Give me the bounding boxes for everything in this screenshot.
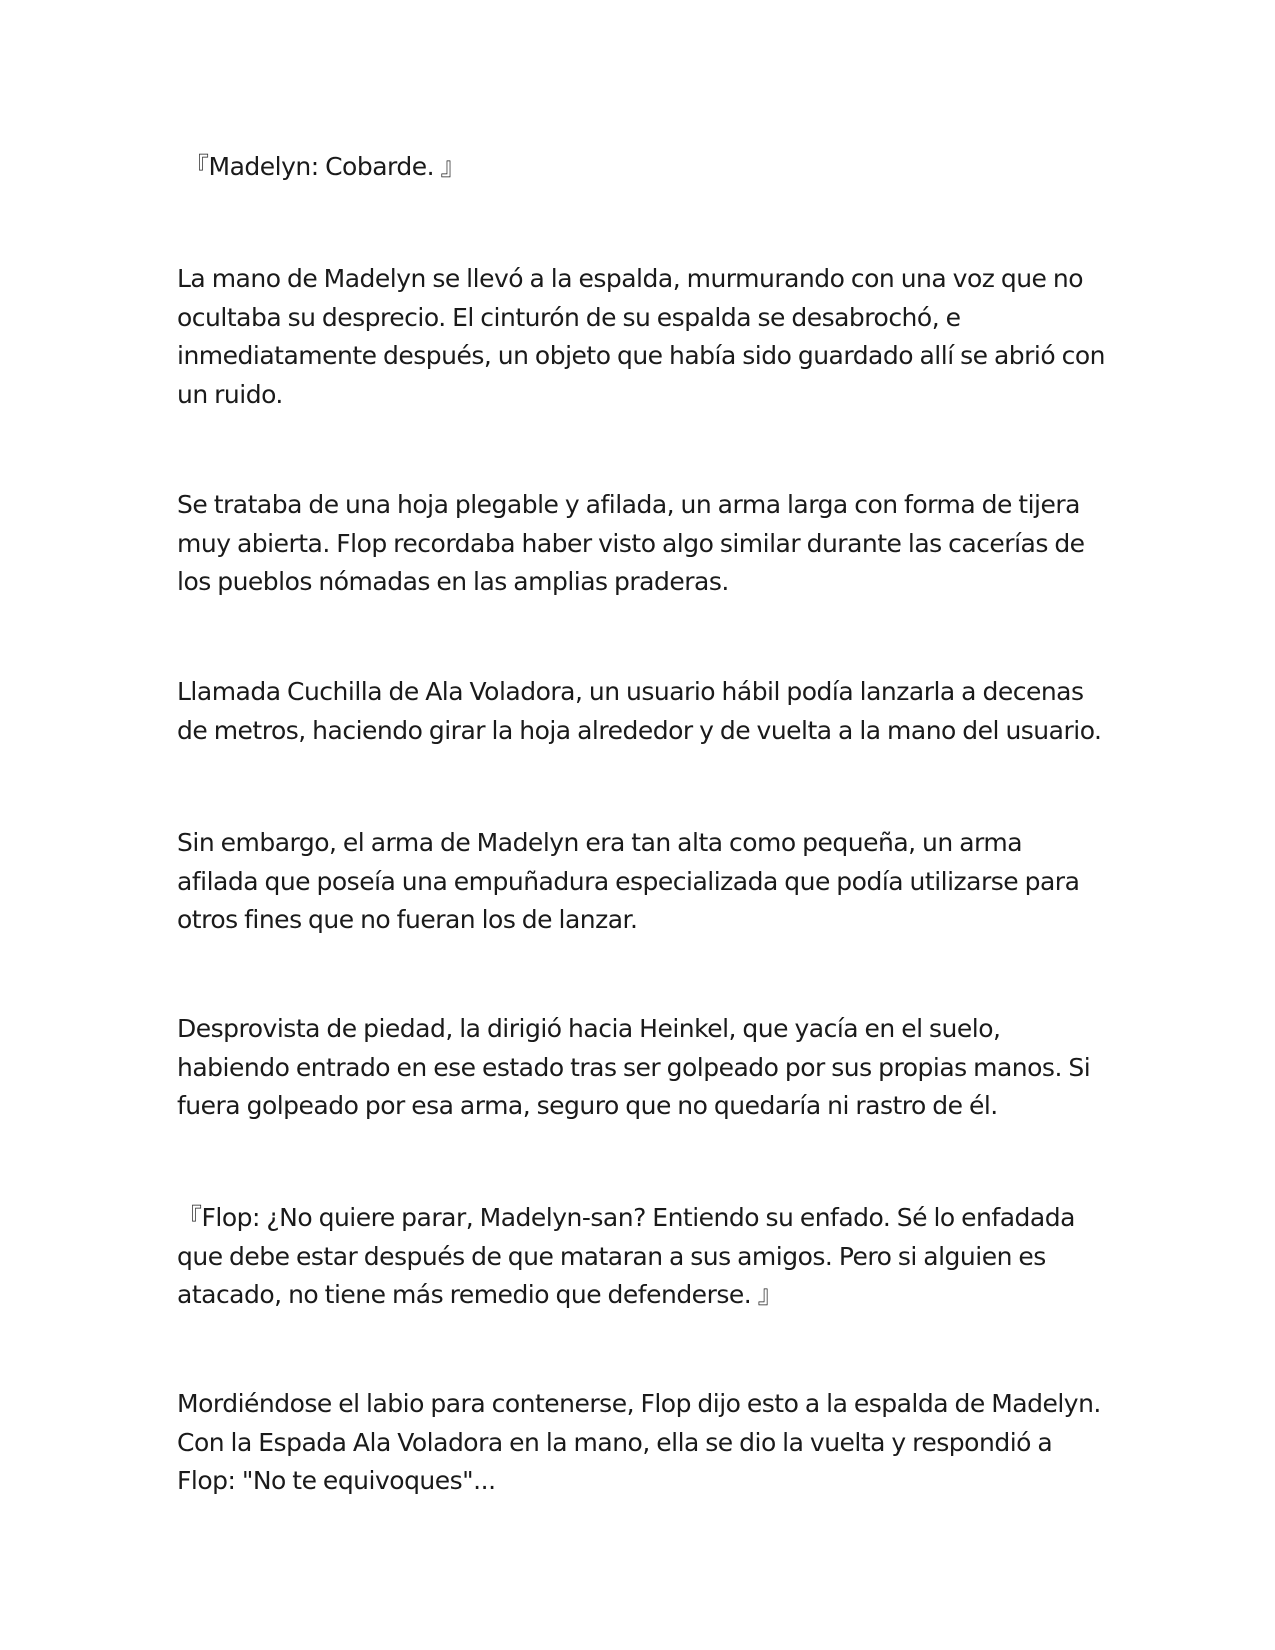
paragraph-dialogue-madelyn: 『Madelyn: Cobarde. 』	[184, 152, 466, 181]
paragraph-narration: Mordiéndose el labio para contenerse, Flop dijo esto a la espalda de Madelyn. Con la Espada Ala Voladora en la mano, ella se dio la vuelta y respondió a Flop: "No te equivoques"...	[177, 1389, 1101, 1495]
paragraph-narration: Sin embargo, el arma de Madelyn era tan alta como pequeña, un arma afilada que poseía una empuñadura especializada que podía utilizarse para otros fines que no fueran los de lanzar.	[177, 828, 1080, 934]
paragraph-narration: Se trataba de una hoja plegable y afilada, un arma larga con forma de tijera muy abierta. Flop recordaba haber visto algo similar durante las cacerías de los pueblos nómadas en las amplias praderas.	[177, 490, 1085, 596]
paragraph-dialogue-flop: 『Flop: ¿No quiere parar, Madelyn-san? Entiendo su enfado. Sé lo enfadada que debe estar después de que mataran a sus amigos. Pero si alguien es atacado, no tiene más remedio que defenderse. 』	[177, 1203, 1075, 1309]
paragraph-narration: Desprovista de piedad, la dirigió hacia Heinkel, que yacía en el suelo, habiendo entrado en ese estado tras ser golpeado por sus propias manos. Si fuera golpeado por esa arma, seguro que no quedaría ni rastro de él.	[177, 1014, 1091, 1120]
paragraph-narration: La mano de Madelyn se llevó a la espalda, murmurando con una voz que no ocultaba su desprecio. El cinturón de su espalda se desabrochó, e inmediatamente después, un objeto que había sido guardado allí se abrió con un ruido.	[177, 264, 1105, 409]
paragraph-narration: Llamada Cuchilla de Ala Voladora, un usuario hábil podía lanzarla a decenas de metros, haciendo girar la hoja alrededor y de vuelta a la mano del usuario.	[177, 677, 1102, 745]
